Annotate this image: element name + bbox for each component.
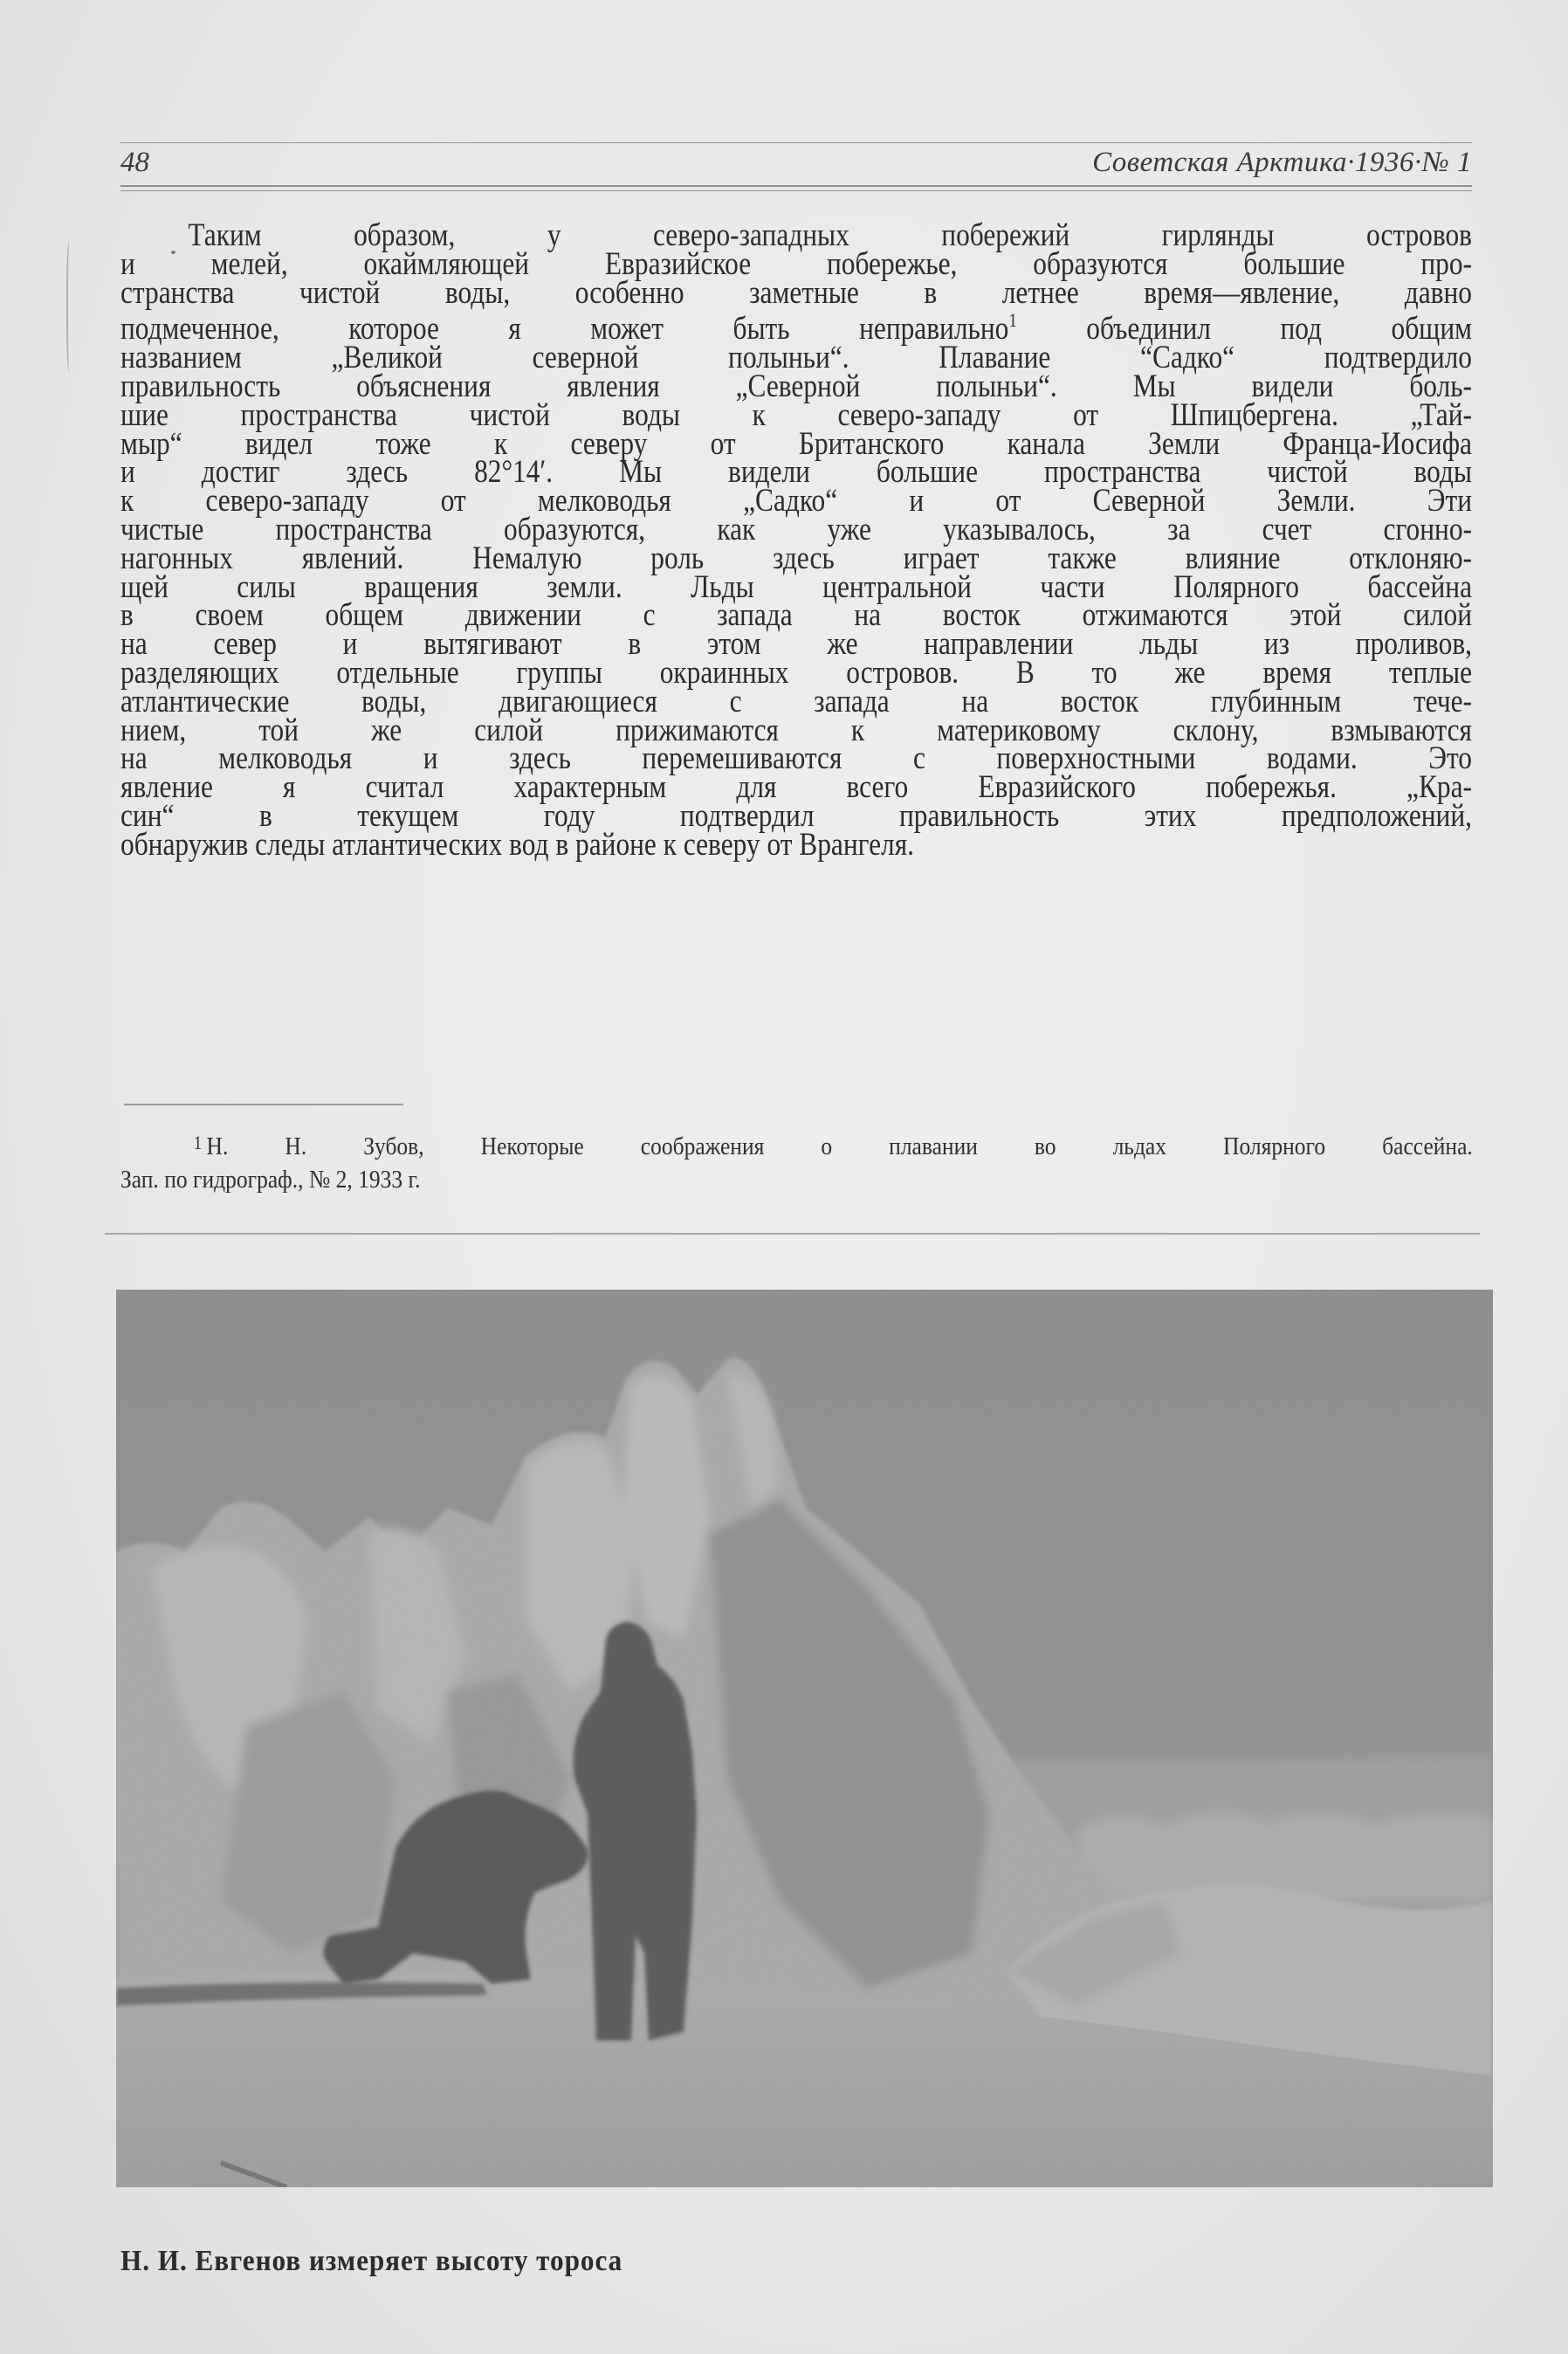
text-line: атлантические воды, двигающиеся с запада на восток глубинным тече- [120,682,1472,719]
footnote-line: Зап. по гидрограф., № 2, 1933 г. [120,1166,421,1194]
text-line: нагонных явлений. Немалую роль здесь играет также влияние отклоняю- [120,539,1472,575]
footnote-rule [124,1104,403,1105]
text-line: и мелей, окаймляющей Евразийское побережье, образуются большие про- [120,244,1472,281]
text-line: явление я считал характерным для всего Евразийского побережья. „Кра- [120,768,1472,805]
text-line: названием „Великой северной полыньи“. Плавание “Садко“ подтвердило [120,339,1472,375]
photo-grain [116,1290,1493,2187]
header-top-rule [120,142,1472,143]
text-line: правильность объяснения явления „Северной полыньи“. Мы видели боль- [120,367,1472,403]
header-bottom-rule-2 [120,190,1472,191]
text-line: и достиг здесь 82°14′. Мы видели большие пространства чистой воды [120,453,1472,490]
page-number: 48 [120,147,149,178]
text-line: разделяющих отдельные группы окраинных островов. В то же время теплые [120,653,1472,690]
footnote-marker: 1 [193,1132,203,1153]
footnote-text: Н. Н. Зубов, Некоторые соображения о плавании во льдах Полярного бассейна. [206,1132,1473,1160]
text-line-with-footnote [120,306,1473,347]
photo-illustration [116,1290,1493,2187]
text-fragment: подмеченное, которое я может быть неправильно [120,310,1009,347]
text-line: на мелководья и здесь перемешиваются с поверхностными водами. Это [120,740,1472,776]
text-line: в своем общем движении с запада на восток отжимаются этой силой [120,596,1472,633]
footnote [120,1126,1473,1196]
text-line: Таким образом, у северо-западных побережий гирлянды островов [188,217,1472,252]
text-fragment: объединил под общим [1086,310,1473,347]
figure-caption: Н. И. Евгенов измеряет высоту тороса [120,2245,623,2277]
text-line: мыр“ видел тоже к северу от Британского канала Земли Франца-Иосифа [120,424,1472,461]
photograph-ice-hummock [116,1290,1493,2187]
text-line: син“ в текущем году подтвердил правильность этих предположений, [120,796,1472,833]
pencil-margin-mark [66,241,73,372]
text-line: странства чистой воды, особенно заметные в летнее время—явление, давно [120,273,1472,310]
footnote-reference[interactable]: 1 [1008,309,1017,332]
text-line: на север и вытягивают в этом же направлении льды из проливов, [120,625,1472,662]
footnote-line [120,1126,1473,1163]
text-line: нием, той же силой прижимаются к материковому склону, взмываются [120,711,1472,747]
text-line: щей силы вращения земли. Льды центральной части Полярного бассейна [120,568,1472,604]
text-line: к северо-западу от мелководья „Садко“ и от Северной Земли. Эти [120,482,1472,519]
section-separator-rule [105,1233,1480,1235]
journal-title: Советская Арктика·1936·№ 1 [1092,147,1472,178]
header-bottom-rule [120,185,1472,187]
running-head [120,147,1472,182]
text-line: обнаружив следы атлантических вод в районе к северу от Врангеля. [120,825,915,862]
text-line: шие пространства чистой воды к северо-западу от Шпицбергена. „Тай- [120,396,1472,432]
text-line: чистые пространства образуются, как уже указывалось, за счет сгонно- [120,510,1472,547]
body-paragraph [120,217,1473,862]
